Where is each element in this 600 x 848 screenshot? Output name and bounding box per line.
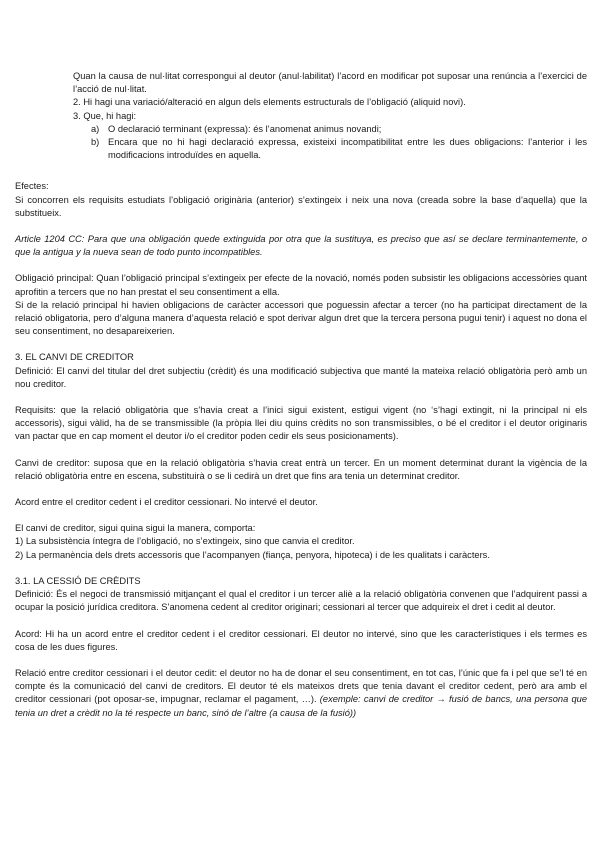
- cessio-relacio-text: Relació entre creditor cessionari i el deutor cedit: el deutor no ha de donar el seu consentiment, en tot cas, l’únic que fa i pel que se’l té en compte és la comunicació del canvi de creditors. El deutor té els mateixos drets que tenia davant el creditor cedent, però ara amb el creditor cessionari (pot oposar-se, impugnar, reclamar el pagament, …).: [15, 667, 587, 705]
- canvi-acord: Acord entre el creditor cedent i el creditor cessionari. No intervé el deutor.: [15, 497, 318, 508]
- sub-item-a-text: O declaració terminant (expressa): és l’anomenat animus novandi;: [108, 123, 382, 134]
- list-item-2: 2. Hi hagi una variació/alteració en algun dels elements estructurals de l’obligació (aliquid novi).: [73, 97, 466, 108]
- section-cessio-title: 3.1. LA CESSIÓ DE CRÈDITS: [15, 575, 141, 586]
- sub-list: [15, 123, 587, 163]
- canvi-comporta: El canvi de creditor, sigui quina sigui la manera, comporta:: [15, 523, 256, 534]
- intro-paragraph: Quan la causa de nul·litat correspongui al deutor (anul·labilitat) l’acord en modificar pot suposar una renúncia a l’exercici de l’acció de nul·litat.: [73, 71, 587, 95]
- cessio-exemple: (exemple: canvi de creditor → fusió de bancs, una persona que tenia un dret a crèdit no la té respecte un banc, sinó de l’altre (a causa de la fusió)): [15, 694, 587, 718]
- canvi-definicio: Definició: El canvi del titular del dret subjectiu (crèdit) és una modificació subjectiva que manté la mateixa relació obligatòria però amb un nou creditor.: [15, 365, 587, 389]
- article-1204: Article 1204 CC: Para que una obligación quede extinguida por otra que la sustituya, es preciso que así se declare terminantemente, o que la antigua y la nueva sean de todo punto incompatibles.: [15, 234, 587, 258]
- cessio-definicio: Definició: És el negoci de transmissió mitjançant el qual el creditor i un tercer aliè a la relació obligatòria convenen que l’adquirent passi a ocupar la posició jurídica creditora. S’anomena cedent al creditor originari; cessionari al tercer que adquireix el dret i cedit al deutor.: [15, 589, 587, 613]
- sub-item-a-label: a): [91, 123, 100, 134]
- efectes-text: Si concorren els requisits estudiats l’obligació originària (anterior) s’extingeix i neix una nova (creada sobre la base d’aquella) que la substitueix.: [15, 194, 587, 218]
- section-canvi-creditor-title: 3. EL CANVI DE CREDITOR: [15, 352, 134, 363]
- sub-item-b-label: b): [91, 137, 100, 148]
- obligacio-principal: Obligació principal: Quan l’obligació principal s’extingeix per efecte de la novació, només poden subsistir les obligacions accessòries quant aprofitin a tercers que no han prestat el seu consentiment a ella.: [15, 273, 587, 297]
- sub-item-b-text: Encara que no hi hagi declaració expressa, existeixi incompatibilitat entre les dues obligacions: l’anterior i les modificacions introduïdes en aquella.: [108, 137, 587, 161]
- comporta-item-2: 2) La permanència dels drets accessoris que l’acompanyen (fiança, penyora, hipoteca) i de les qualitats i caràcters.: [15, 549, 490, 560]
- efectes-title: Efectes:: [15, 181, 49, 192]
- canvi-de-creditor: Canvi de creditor: suposa que en la relació obligatòria s’havia creat entrà un tercer. En un moment determinat durant la vigència de la relació obligatòria entre en escena, substituirà o se li cedirà un dret que fins ara tenia un determinat creditor.: [15, 457, 587, 481]
- relacio-principal: Si de la relació principal hi havien obligacions de caràcter accessori que poguessin afectar a tercer (no ha participat directament de la relació obligatoria, pero d’alguna manera d’aquesta relació e spot derivar algun dret que la tercera persona pugui tenir) i aquest no dona el seu consentiment, no desapareixerien.: [15, 299, 587, 337]
- cessio-acord: Acord: Hi ha un acord entre el creditor cedent i el creditor cessionari. El deutor no intervé, sino que les característiques i els termes es cosa de les dues figures.: [15, 628, 587, 652]
- comporta-item-1: 1) La subsistència íntegra de l’obligació, no s’extingeix, sino que canvia el creditor.: [15, 536, 355, 547]
- canvi-requisits: Requisits: que la relació obligatòria que s’havia creat a l’inici sigui existent, estigui vigent (no ‘s’hagi extingit, ni la principal ni els accessoris), sigui vàlid, ha de se transmissible (la pròpia llei diu quins crèdits no son transmissibles, o bé el creditor i el deutor originaris van pactar que en cap moment el deutor i/o el creditor poden cedir els seus posicionaments).: [15, 405, 587, 442]
- list-item-3: 3. Que, hi hagi:: [73, 110, 137, 121]
- sub-item-b: [15, 136, 587, 162]
- document-body: [15, 70, 587, 720]
- sub-item-a: [15, 123, 587, 136]
- cessio-relacio: [15, 667, 587, 720]
